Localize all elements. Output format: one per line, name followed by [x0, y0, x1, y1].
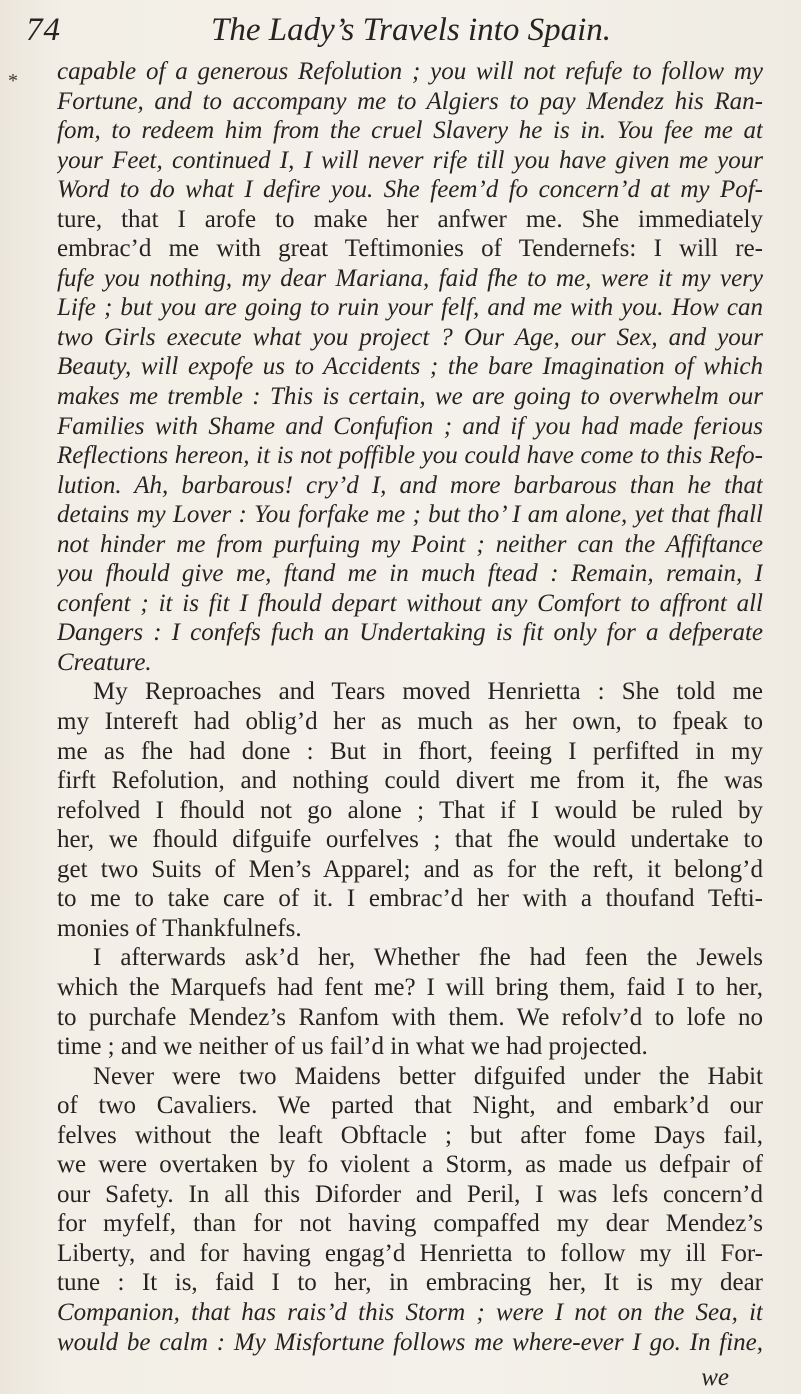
text-line: makes me tremble : This is certain, we are going to overwhelm our	[57, 383, 763, 411]
page-header	[26, 10, 726, 50]
text-line: get two Suits of Men’s Apparel; and as for the reft, it belong’d	[57, 855, 763, 883]
text-line: of two Cavaliers. We parted that Night, and embark’d our	[57, 1092, 763, 1120]
text-line: my Intereft had oblig’d her as much as her own, to fpeak to	[57, 708, 763, 736]
text-line: I afterwards ask’d her, Whether fhe had feen the Jewels	[93, 944, 763, 972]
text-line: Fortune, and to accompany me to Algiers to pay Mendez his Ran-	[57, 87, 763, 115]
text-line: time ; and we neither of us fail’d in what we had projected.	[57, 1033, 648, 1061]
text-line: our Safety. In all this Diforder and Peril, I was lefs concern’d	[57, 1180, 763, 1208]
text-line: Companion, that has rais’d this Storm ; were I not on the Sea, it	[57, 1298, 763, 1326]
text-line: to purchafe Mendez’s Ranfom with them. We refolv’d to lofe no	[57, 1003, 763, 1031]
text-line: Beauty, will expofe us to Accidents ; the bare Imagination of which	[57, 353, 763, 381]
text-line: your Feet, continued I, I will never rife till you have given me your	[57, 146, 763, 174]
text-line: Never were two Maidens better difguifed under the Habit	[93, 1062, 763, 1090]
text-line: we were overtaken by fo violent a Storm, as made us defpair of	[57, 1151, 763, 1179]
text-line: lution. Ah, barbarous! cry’d I, and more barbarous than he that	[57, 471, 763, 499]
text-line: tune : It is, faid I to her, in embracing her, It is my dear	[57, 1269, 763, 1297]
text-line: Word to do what I defire you. She feem’d fo concern’d at my Pof-	[57, 176, 763, 204]
text-line: fom, to redeem him from the cruel Slavery he is in. You fee me at	[57, 117, 763, 145]
text-line: embrac’d me with great Teftimonies of Tendernefs: I will re-	[57, 235, 763, 263]
text-line: for myfelf, than for not having compaffed my dear Mendez’s	[57, 1210, 763, 1238]
text-line: Life ; but you are going to ruin your felf, and me with you. How can	[57, 294, 763, 322]
text-line: which the Marquefs had fent me? I will bring them, faid I to her,	[57, 973, 763, 1001]
text-line: ture, that I arofe to make her anfwer me. She immediately	[57, 205, 763, 233]
text-line: would be calm : My Misfortune follows me where-ever I go. In fine,	[57, 1328, 763, 1356]
catchword: we	[701, 1364, 729, 1391]
text-line: monies of Thankfulnefs.	[57, 914, 302, 942]
text-line: her, we fhould difguife ourfelves ; that fhe would undertake to	[57, 826, 763, 854]
text-line: Liberty, and for having engag’d Henrietta to follow my ill For-	[57, 1239, 763, 1267]
text-line: me as fhe had done : But in fhort, feeing I perfifted in my	[57, 737, 763, 765]
text-line: detains my Lover : You forfake me ; but tho’ I am alone, yet that fhall	[57, 501, 763, 529]
text-line: confent ; it is fit I fhould depart without any Comfort to affront all	[57, 589, 763, 617]
text-line: Reflections hereon, it is not poffible you could have come to this Refo-	[57, 442, 763, 470]
text-line: Families with Shame and Confufion ; and if you had made ferious	[57, 412, 763, 440]
text-line: firft Refolution, and nothing could divert me from it, fhe was	[57, 767, 763, 795]
text-line: not hinder me from purfuing my Point ; neither can the Affiftance	[57, 530, 763, 558]
text-line: Creature.	[57, 648, 152, 676]
text-line: felves without the leaft Obftacle ; but after fome Days fail,	[57, 1121, 763, 1149]
text-line: capable of a generous Refolution ; you will not refufe to follow my	[57, 58, 763, 85]
text-line: fufe you nothing, my dear Mariana, faid fhe to me, were it my very	[57, 264, 763, 292]
body-text	[57, 57, 763, 1357]
text-line: My Reproaches and Tears moved Henrietta : She told me	[93, 678, 763, 706]
running-title: The Lady’s Travels into Spain.	[211, 12, 612, 48]
margin-mark: *	[8, 70, 18, 92]
text-line: Dangers : I confefs fuch an Undertaking is fit only for a defperate	[57, 619, 763, 647]
text-line: two Girls execute what you project ? Our Age, our Sex, and your	[57, 323, 763, 351]
text-line: to me to take care of it. I embrac’d her with a thoufand Tefti-	[57, 885, 763, 913]
text-line: you fhould give me, ftand me in much ftead : Remain, remain, I	[57, 560, 763, 588]
page-number: 74	[26, 12, 61, 48]
text-line: refolved I fhould not go alone ; That if I would be ruled by	[57, 796, 763, 824]
